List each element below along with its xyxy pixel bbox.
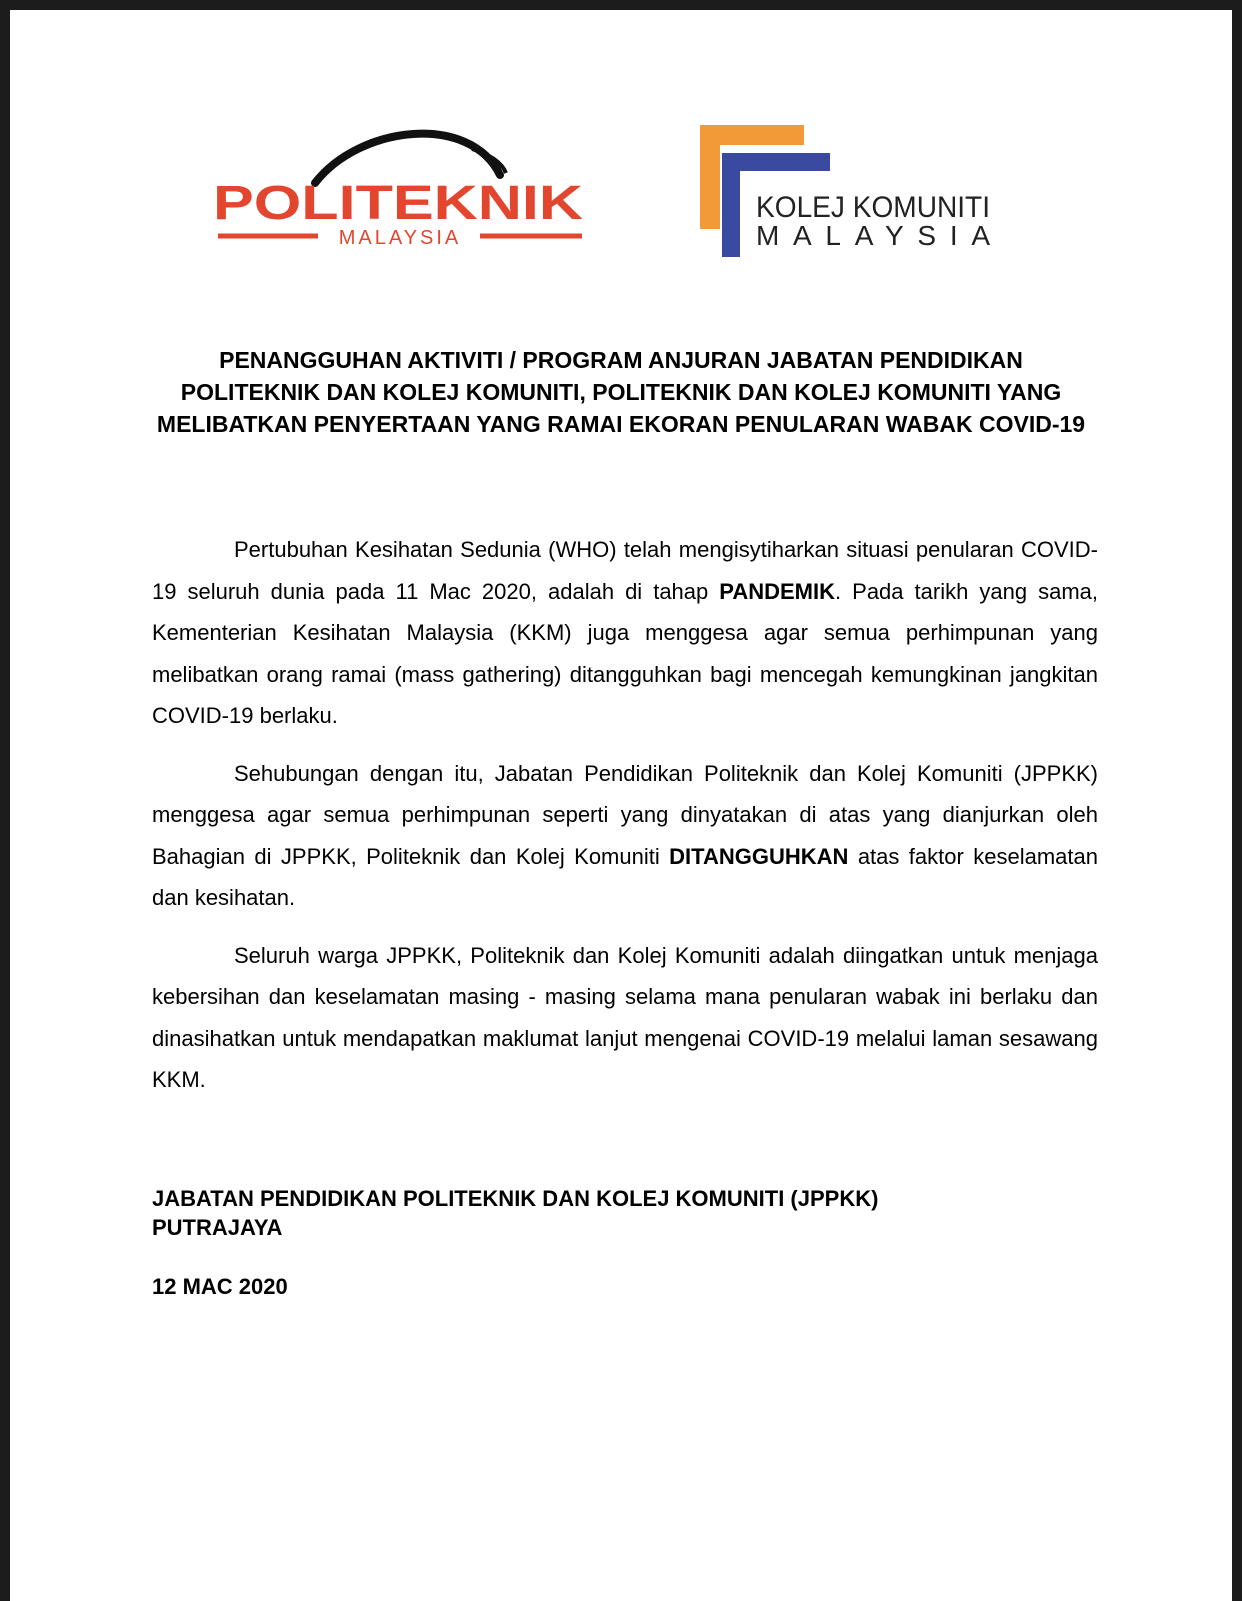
svg-text:POLITEKNIK: POLITEKNIK [213,177,584,230]
signature-city: PUTRAJAYA [152,1215,283,1240]
notice-date: 12 MAC 2020 [152,1274,288,1299]
notice-title: PENANGGUHAN AKTIVITI / PROGRAM ANJURAN JABATAN PENDIDIKAN POLITEKNIK DAN KOLEJ KOMUNITI, POLITEKNIK DAN KOLEJ KOMUNITI YANG MELIBATKAN PENYERTAAN YANG RAMAI EKORAN PENULARAN WABAK COVID-19 [156,347,1086,437]
document-page [10,10,1232,1601]
signature-department: JABATAN PENDIDIKAN POLITEKNIK DAN KOLEJ KOMUNITI (JPPKK) [152,1186,879,1211]
politeknik-malaysia-logo [210,125,610,265]
svg-text:KOLEJ KOMUNITI: KOLEJ KOMUNITI [756,191,990,224]
signature-block [152,1184,878,1242]
paragraph-jppkk-postponement: Sehubungan dengan itu, Jabatan Pendidikan Politeknik dan Kolej Komuniti (JPPKK) menggesa agar semua perhimpunan seperti yang dinyatakan di atas yang dianjurkan oleh Bahagian di JPPKK, Politeknik dan Kolej Komuniti DITANGGUHKAN atas faktor keselamatan dan kesihatan. [152,760,1098,910]
kolej-komuniti-malaysia-logo [700,125,1020,265]
paragraph-who-pandemic: Pertubuhan Kesihatan Sedunia (WHO) telah mengisytiharkan situasi penularan COVID-19 seluruh dunia pada 11 Mac 2020, adalah di tahap PANDEMIK. Pada tarikh yang sama, Kementerian Kesihatan Malaysia (KKM) juga menggesa agar semua perhimpunan yang melibatkan orang ramai (mass gathering) ditangguhkan bagi mencegah kemungkinan jangkitan COVID-19 berlaku. [152,537,1098,728]
logo-header [10,10,1232,280]
svg-text:MALAYSIA: MALAYSIA [338,227,462,249]
emphasis-ditangguhkan: DITANGGUHKAN [669,843,849,869]
emphasis-pandemik: PANDEMIK [719,578,836,604]
notice-body [152,529,1098,1117]
paragraph-hygiene-reminder: Seluruh warga JPPKK, Politeknik dan Kolej Komuniti adalah diingatkan untuk menjaga kebersihan dan keselamatan masing - masing selama mana penularan wabak ini berlaku dan dinasihatkan untuk mendapatkan maklumat lanjut mengenai COVID-19 melalui laman sesawang KKM. [152,942,1098,1092]
svg-text:MALAYSIA: MALAYSIA [756,220,990,251]
